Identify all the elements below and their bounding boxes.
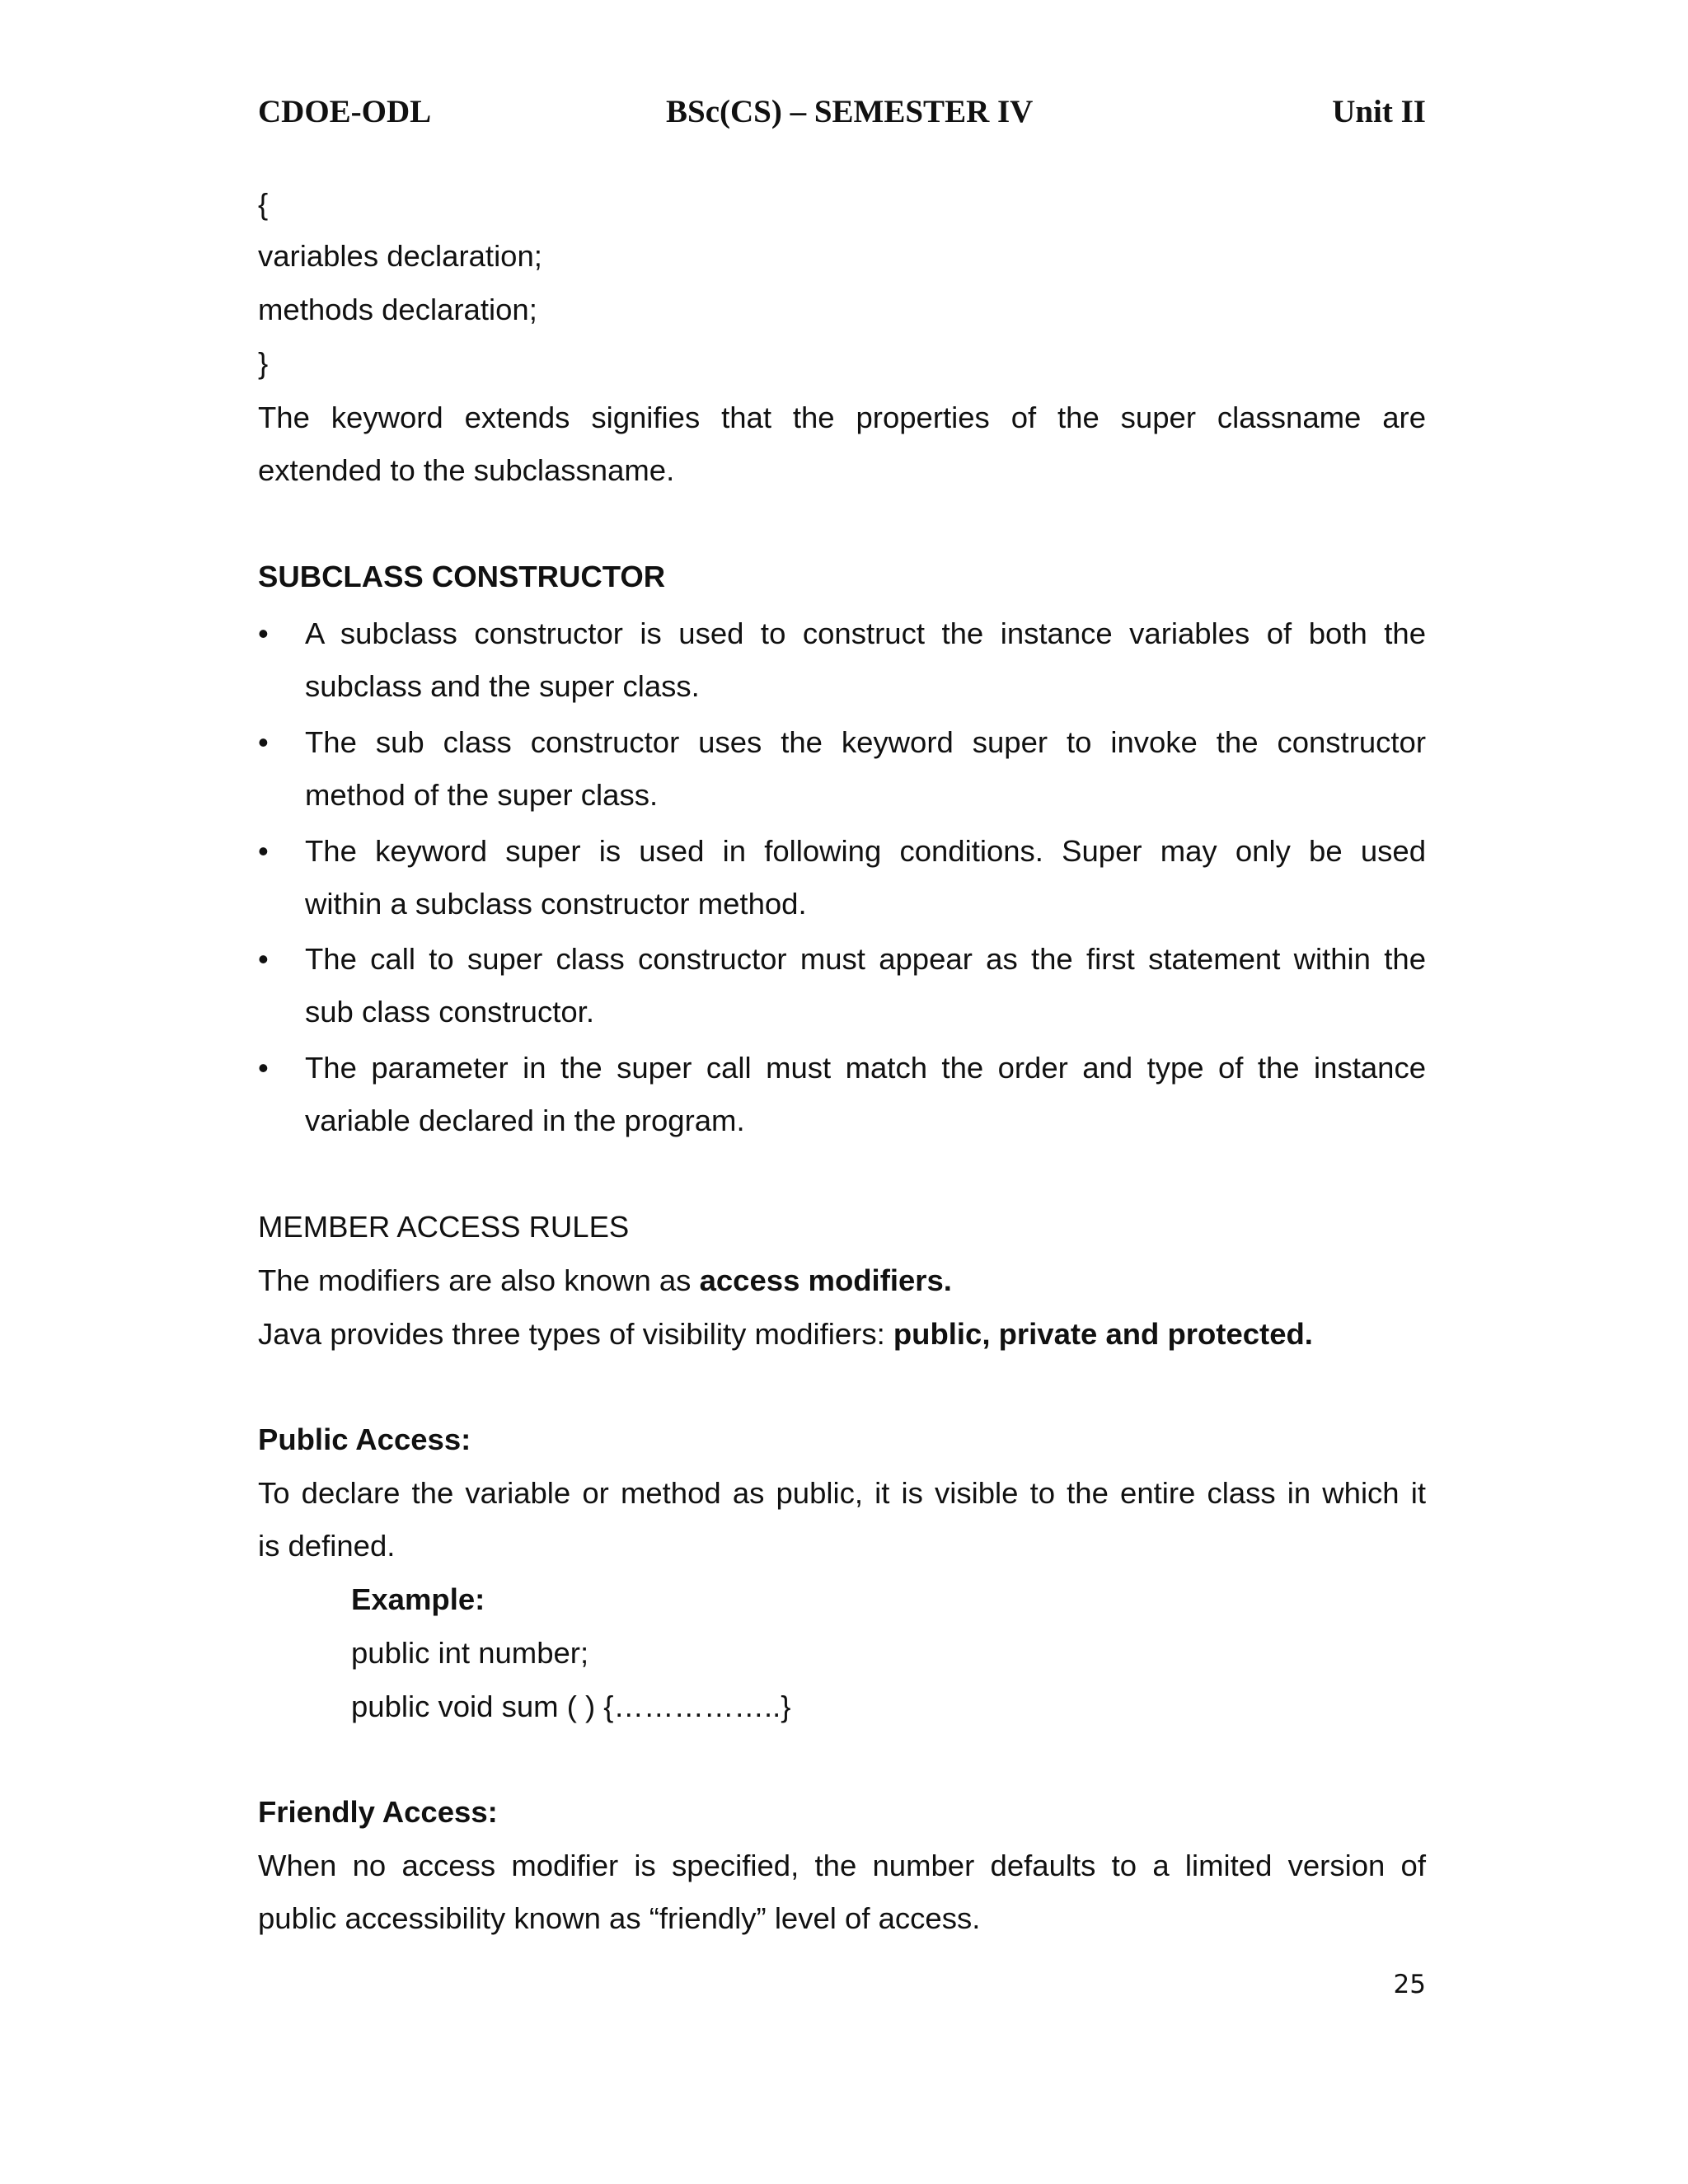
code-line-methods: methods declaration; (258, 293, 537, 326)
example-code-line-1: public int number; (351, 1636, 589, 1670)
open-brace: { (258, 187, 269, 221)
code-line-variables: variables declaration; (258, 239, 542, 273)
bullet-marker: • (258, 725, 269, 759)
friendly-access-heading: Friendly Access: (258, 1795, 498, 1829)
public-access-heading: Public Access: (258, 1422, 471, 1456)
bullet-marker: • (258, 834, 269, 868)
extends-paragraph-line-1: The keyword extends signifies that the properties of the super classname are (258, 401, 1426, 434)
bullet-marker: • (258, 942, 269, 976)
header-unit: Unit II (1332, 94, 1426, 129)
visibility-modifiers-list: public, private and protected. (893, 1317, 1313, 1351)
page-number: 25 (1393, 1970, 1426, 1999)
subclass-constructor-heading: SUBCLASS CONSTRUCTOR (258, 560, 666, 593)
example-code-line-2: public void sum ( ) {……………..} (351, 1690, 791, 1723)
member-access-heading: MEMBER ACCESS RULES (258, 1210, 630, 1244)
bullet-5-line-2: variable declared in the program. (305, 1104, 745, 1137)
bullet-4-line-2: sub class constructor. (305, 995, 594, 1029)
bullet-1-line-1: A subclass constructor is used to construct the instance variables of both the (305, 616, 1426, 650)
bullet-3-line-1: The keyword super is used in following conditions. Super may only be used (305, 834, 1426, 868)
extends-paragraph-line-2: extended to the subclassname. (258, 453, 675, 487)
bullet-3-line-2: within a subclass constructor method. (305, 887, 807, 921)
bullet-marker: • (258, 616, 269, 650)
visibility-modifiers-line (258, 1315, 1313, 1353)
public-access-paragraph-line-2: is defined. (258, 1529, 396, 1563)
bullet-4-line-1: The call to super class constructor must appear as the first statement within the (305, 942, 1426, 976)
header-course: BSc(CS) – SEMESTER IV (666, 94, 1034, 129)
bullet-2-line-1: The sub class constructor uses the keyword super to invoke the constructor (305, 725, 1426, 759)
bullet-5-line-1: The parameter in the super call must match the order and type of the instance (305, 1051, 1426, 1085)
public-access-paragraph-line-1: To declare the variable or method as public, it is visible to the entire class in which it (258, 1476, 1426, 1510)
access-modifiers-term: access modifiers. (699, 1263, 952, 1297)
access-modifiers-line (258, 1262, 952, 1300)
bullet-2-line-2: method of the super class. (305, 778, 659, 812)
close-brace: } (258, 346, 269, 380)
example-label: Example: (351, 1582, 485, 1616)
access-modifiers-text: The modifiers are also known as (258, 1263, 700, 1297)
visibility-modifiers-text: Java provides three types of visibility modifiers: (258, 1317, 893, 1351)
header-institution: CDOE-ODL (258, 94, 432, 129)
bullet-marker: • (258, 1051, 269, 1085)
friendly-access-paragraph-line-1: When no access modifier is specified, the number defaults to a limited version of (258, 1849, 1426, 1882)
friendly-access-paragraph-line-2: public accessibility known as “friendly” level of access. (258, 1901, 981, 1935)
bullet-1-line-2: subclass and the super class. (305, 669, 700, 703)
